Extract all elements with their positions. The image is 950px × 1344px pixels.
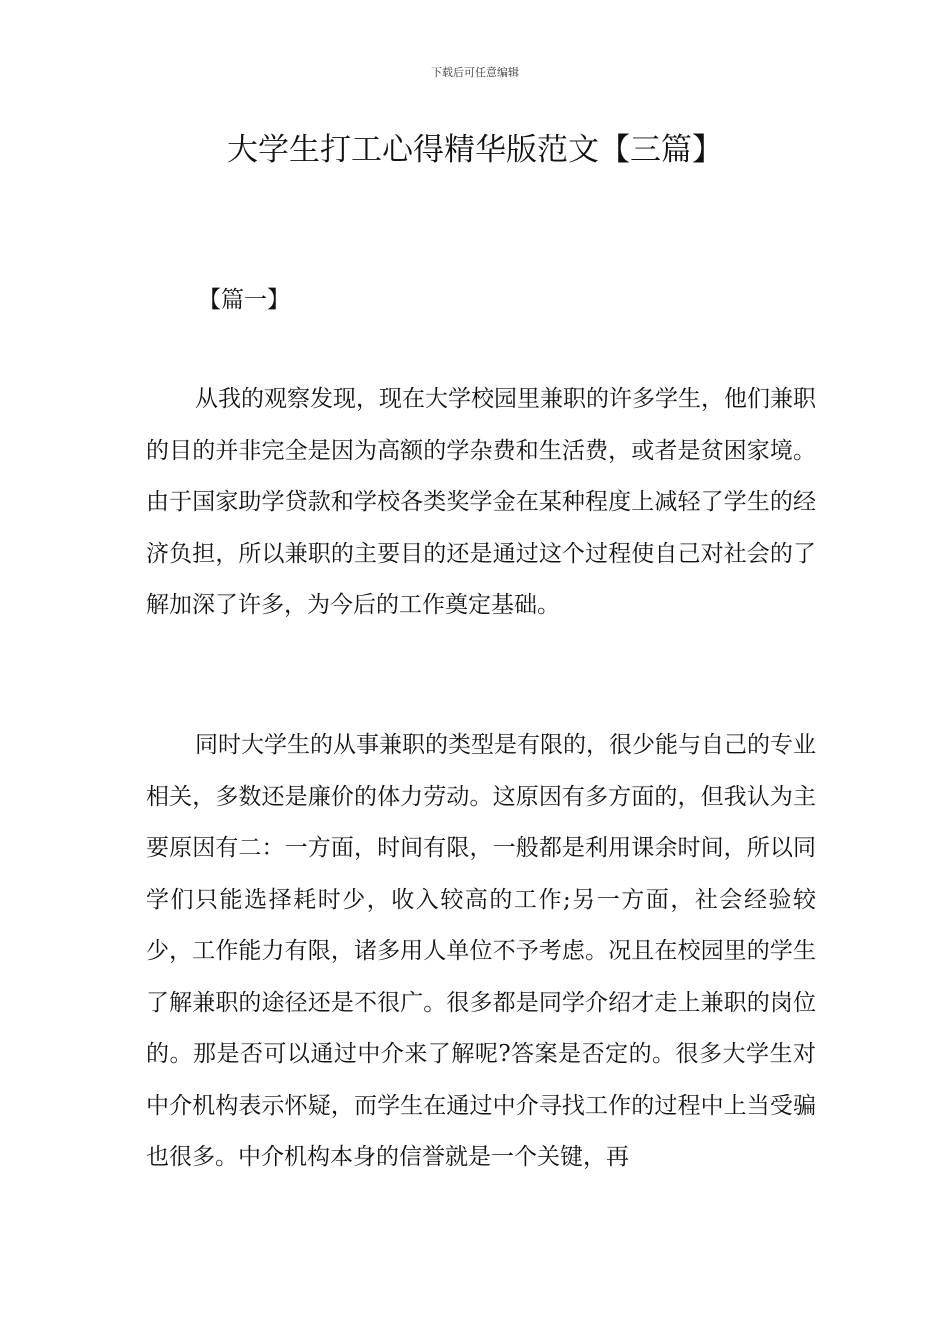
- document-title: 大学生打工心得精华版范文【三篇】: [227, 132, 723, 168]
- header-note: 下载后可任意编辑: [431, 66, 519, 79]
- body-paragraph: 从我的观察发现，现在大学校园里兼职的许多学生，他们兼职的目的并非完全是因为高额的学杂费和生活费，或者是贫困家境。由于国家助学贷款和学校各类奖学金在某种程度上减轻了学生的经济负担，所以兼职的主要目的还是通过这个过程使自己对社会的了解加深了许多，为今后的工作奠定基础。: [146, 386, 816, 618]
- section-heading: 【篇一】: [198, 287, 290, 313]
- body-paragraph: 同时大学生的从事兼职的类型是有限的，很少能与自己的专业相关，多数还是廉价的体力劳动。这原因有多方面的，但我认为主要原因有二：一方面，时间有限，一般都是利用课余时间，所以同学们只能选择耗时少，收入较高的工作;另一方面，社会经验较少，工作能力有限，诸多用人单位不予考虑。况且在校园里的学生了解兼职的途径还是不很广。很多都是同学介绍才走上兼职的岗位的。那是否可以通过中介来了解呢?答案是否定的。很多大学生对中介机构表示怀疑，而学生在通过中介寻找工作的过程中上当受骗也很多。中介机构本身的信誉就是一个关键，再: [146, 732, 816, 1170]
